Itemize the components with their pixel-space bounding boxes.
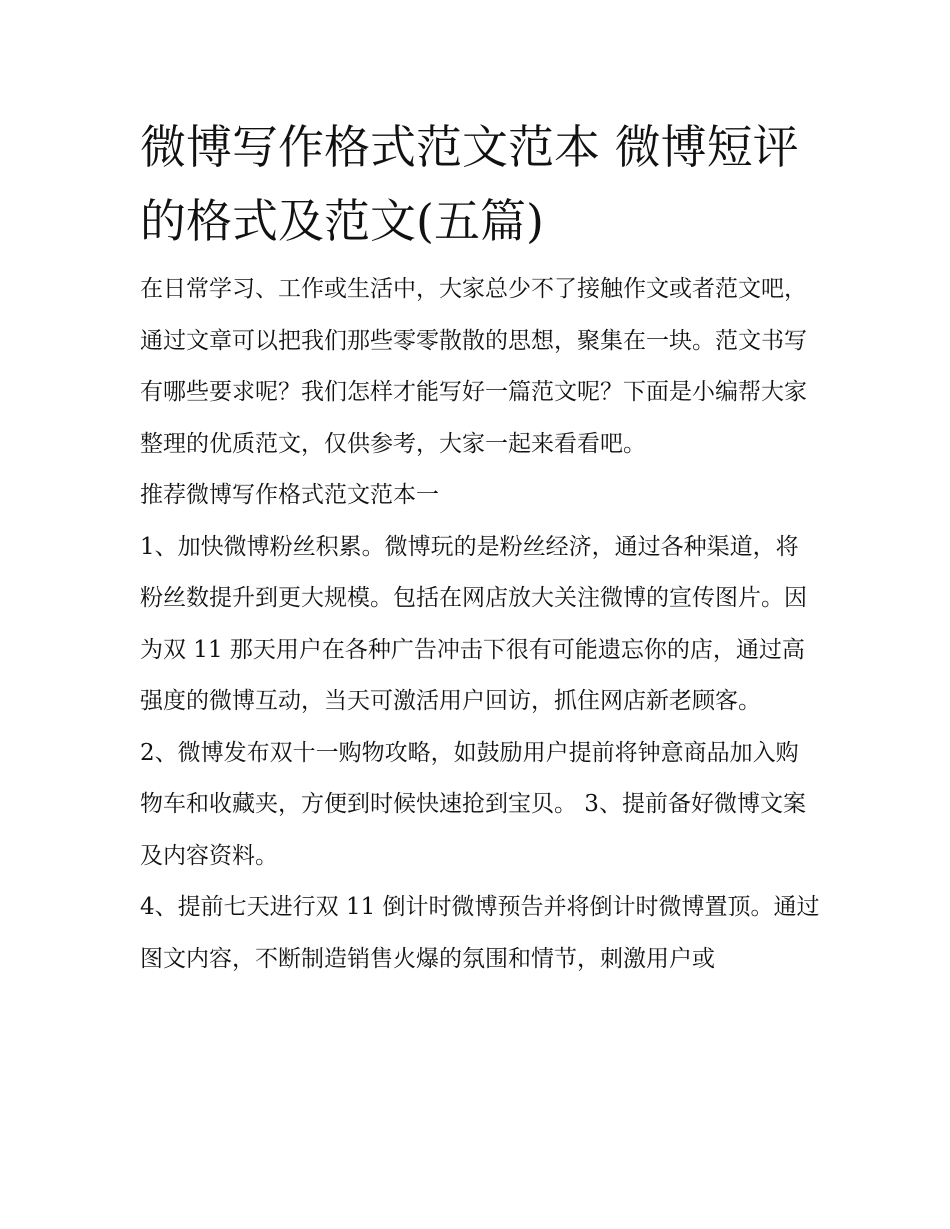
document-page [140, 110, 820, 985]
section-heading: 推荐微博写作格式范文范本一 [140, 482, 439, 508]
list-item-1: 1、加快微博粉丝积累。微博玩的是粉丝经济，通过各种渠道，将粉丝数提升到更大规模。包括在网店放大关注微博的宣传图片。因为双 11 那天用户在各种广告冲击下很有可能遗忘你的店，通过高强度的微博互动，当天可激活用户回访，抓住网店新老顾客。 [140, 533, 807, 714]
intro-paragraph: 在日常学习、工作或生活中，大家总少不了接触作文或者范文吧，通过文章可以把我们那些零零散散的思想，聚集在一块。范文书写有哪些要求呢？我们怎样才能写好一篇范文呢？下面是小编帮大家整理的优质范文，仅供参考，大家一起来看看吧。 [140, 276, 807, 457]
list-item-2-3: 2、微博发布双十一购物攻略，如鼓励用户提前将钟意商品加入购物车和收藏夹，方便到时候快速抢到宝贝。 3、提前备好微博文案及内容资料。 [140, 739, 806, 869]
list-item-4: 4、提前七天进行双 11 倒计时微博预告并将倒计时微博置顶。通过图文内容，不断制造销售火爆的氛围和情节，刺激用户或 [140, 894, 820, 972]
document-title: 微博写作格式范文范本 微博短评的格式及范文(五篇) [140, 120, 799, 248]
